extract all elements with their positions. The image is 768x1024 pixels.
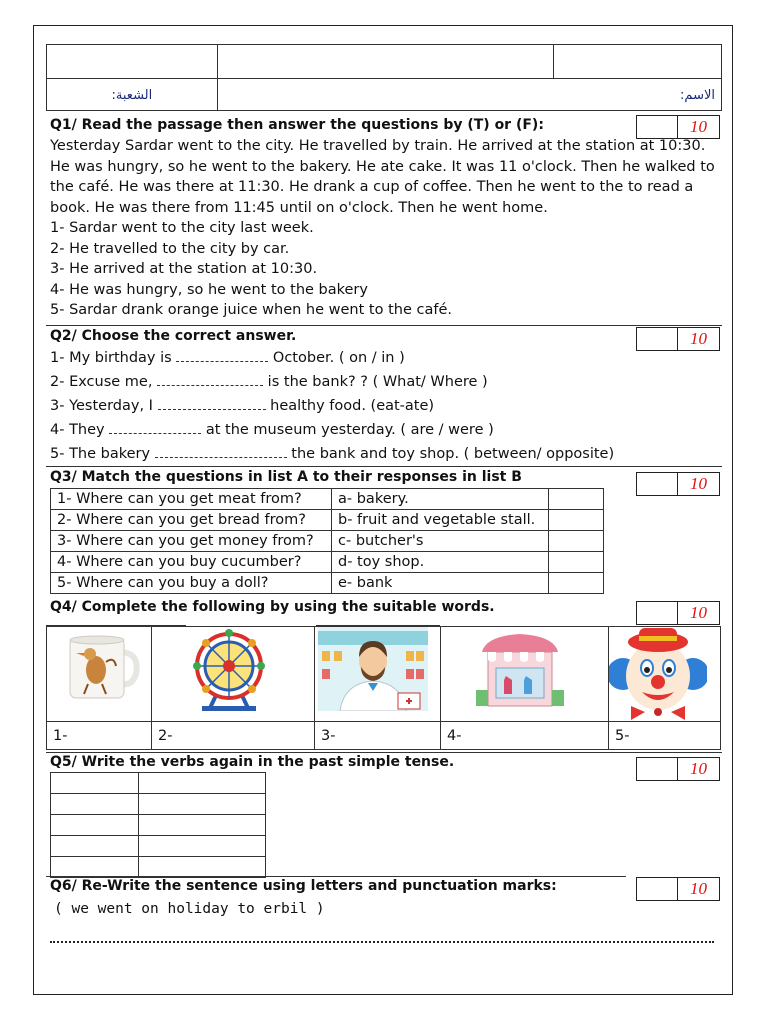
q1-item: 4- He was hungry, so he went to the bakery bbox=[50, 281, 368, 298]
section-cell[interactable] bbox=[47, 79, 218, 111]
score-value: 10 bbox=[690, 603, 707, 622]
answer-blank[interactable] bbox=[109, 420, 201, 434]
q4-title: Q4/ Complete the following by using the suitable words. bbox=[50, 599, 495, 615]
table-row bbox=[51, 815, 266, 836]
score-value: 10 bbox=[690, 759, 707, 778]
table-row bbox=[51, 773, 266, 794]
ferris-wheel-icon bbox=[188, 628, 270, 712]
score-value: 10 bbox=[690, 329, 707, 348]
score-value: 10 bbox=[690, 117, 707, 136]
section-label: الشعبة: bbox=[111, 87, 153, 103]
answer-cell[interactable] bbox=[549, 489, 604, 510]
q2-items bbox=[50, 346, 614, 466]
passage-line: He was hungry, so he went to the bakery. He ate cake. It was 11 o'clock. Then he walked to bbox=[50, 158, 715, 175]
match-table bbox=[50, 488, 604, 594]
q1-title: Q1/ Read the passage then answer the questions by (T) or (F): bbox=[50, 117, 544, 133]
list-b-item: b- fruit and vegetable stall. bbox=[332, 510, 549, 531]
q5-score-box[interactable] bbox=[636, 757, 720, 781]
name-cell[interactable] bbox=[217, 79, 721, 111]
list-b-item: c- butcher's bbox=[332, 531, 549, 552]
answer-cell[interactable]: 4- bbox=[441, 722, 609, 750]
answer-cell[interactable]: 5- bbox=[609, 722, 721, 750]
pharmacist-icon bbox=[318, 627, 428, 711]
q2-item: 1- My birthday is October. ( on / in ) bbox=[50, 350, 405, 366]
table-row bbox=[51, 489, 604, 510]
q2-title: Q2/ Choose the correct answer. bbox=[50, 328, 297, 344]
passage-line: Yesterday Sardar went to the city. He travelled by train. He arrived at the station at 10:30. bbox=[50, 138, 706, 154]
q1-item: 3- He arrived at the station at 10:30. bbox=[50, 261, 318, 277]
table-row bbox=[51, 531, 604, 552]
answer-cell[interactable] bbox=[139, 773, 266, 794]
q6-sentence: ( we went on holiday to erbil ) bbox=[54, 901, 325, 917]
q2-score-box[interactable] bbox=[636, 327, 720, 351]
q2-item: 3- Yesterday, I healthy food. (eat-ate) bbox=[50, 398, 435, 414]
answer-blank[interactable] bbox=[176, 348, 268, 362]
list-a-item: 4- Where can you buy cucumber? bbox=[51, 552, 332, 573]
table-row bbox=[51, 510, 604, 531]
list-b-item: a- bakery. bbox=[332, 489, 549, 510]
q4-score-box[interactable] bbox=[636, 601, 720, 625]
answer-cell[interactable] bbox=[549, 531, 604, 552]
divider bbox=[46, 466, 722, 467]
q1-passage bbox=[50, 136, 715, 321]
shop-icon bbox=[474, 630, 566, 710]
q2-item: 5- The bakery the bank and toy shop. ( between/ opposite) bbox=[50, 446, 615, 462]
list-b-item: e- bank bbox=[332, 573, 549, 594]
q5-title: Q5/ Write the verbs again in the past simple tense. bbox=[50, 754, 455, 770]
name-label: الاسم: bbox=[680, 87, 715, 103]
answer-cell[interactable] bbox=[139, 794, 266, 815]
verb-cell[interactable] bbox=[51, 836, 139, 857]
q2-item: 2- Excuse me, is the bank? ? ( What/ Where ) bbox=[50, 374, 488, 390]
q1-item: 5- Sardar drank orange juice when he went to the café. bbox=[50, 302, 452, 318]
verbs-table bbox=[50, 772, 266, 878]
table-row bbox=[51, 573, 604, 594]
answer-blank[interactable] bbox=[155, 444, 287, 458]
table-row bbox=[51, 857, 266, 878]
q3-score-box[interactable] bbox=[636, 472, 720, 496]
answer-cell[interactable]: 3- bbox=[315, 722, 441, 750]
table-row bbox=[51, 836, 266, 857]
header-cell-empty bbox=[554, 45, 722, 79]
q3-title: Q3/ Match the questions in list A to their responses in list B bbox=[50, 469, 522, 485]
answer-cell[interactable] bbox=[549, 573, 604, 594]
answer-blank[interactable] bbox=[158, 396, 266, 410]
score-value: 10 bbox=[690, 474, 707, 493]
answer-cell[interactable] bbox=[139, 836, 266, 857]
divider bbox=[46, 752, 722, 753]
passage-line: book. He was there from 11:45 until on o'clock. Then he went home. bbox=[50, 199, 548, 216]
answer-cell[interactable] bbox=[139, 857, 266, 878]
answer-blank[interactable] bbox=[157, 372, 263, 386]
header-cell-empty bbox=[47, 45, 218, 79]
header-table bbox=[46, 44, 722, 111]
list-a-item: 5- Where can you buy a doll? bbox=[51, 573, 332, 594]
divider bbox=[46, 325, 722, 326]
verb-cell[interactable] bbox=[51, 794, 139, 815]
answer-cell[interactable]: 2- bbox=[152, 722, 315, 750]
q1-item: 1- Sardar went to the city last week. bbox=[50, 220, 314, 236]
mug-icon bbox=[62, 632, 142, 702]
answer-cell[interactable] bbox=[549, 510, 604, 531]
header-cell-empty bbox=[217, 45, 553, 79]
q6-title: Q6/ Re-Write the sentence using letters and punctuation marks: bbox=[50, 878, 557, 894]
verb-cell[interactable] bbox=[51, 815, 139, 836]
list-b-item: d- toy shop. bbox=[332, 552, 549, 573]
answer-line[interactable] bbox=[50, 941, 714, 943]
score-value: 10 bbox=[690, 879, 707, 898]
table-row bbox=[51, 794, 266, 815]
answer-cell[interactable]: 1- bbox=[47, 722, 152, 750]
clown-icon bbox=[609, 626, 707, 722]
answer-cell[interactable] bbox=[549, 552, 604, 573]
divider bbox=[46, 876, 626, 877]
answer-cell[interactable] bbox=[139, 815, 266, 836]
q2-item: 4- They at the museum yesterday. ( are / were ) bbox=[50, 422, 494, 438]
table-row bbox=[51, 552, 604, 573]
list-a-item: 1- Where can you get meat from? bbox=[51, 489, 332, 510]
list-a-item: 3- Where can you get money from? bbox=[51, 531, 332, 552]
q6-score-box[interactable] bbox=[636, 877, 720, 901]
q1-item: 2- He travelled to the city by car. bbox=[50, 240, 290, 257]
verb-cell[interactable] bbox=[51, 773, 139, 794]
verb-cell[interactable] bbox=[51, 857, 139, 878]
list-a-item: 2- Where can you get bread from? bbox=[51, 510, 332, 531]
passage-line: the café. He was there at 11:30. He drank a cup of coffee. Then he went to the to read a bbox=[50, 179, 694, 195]
